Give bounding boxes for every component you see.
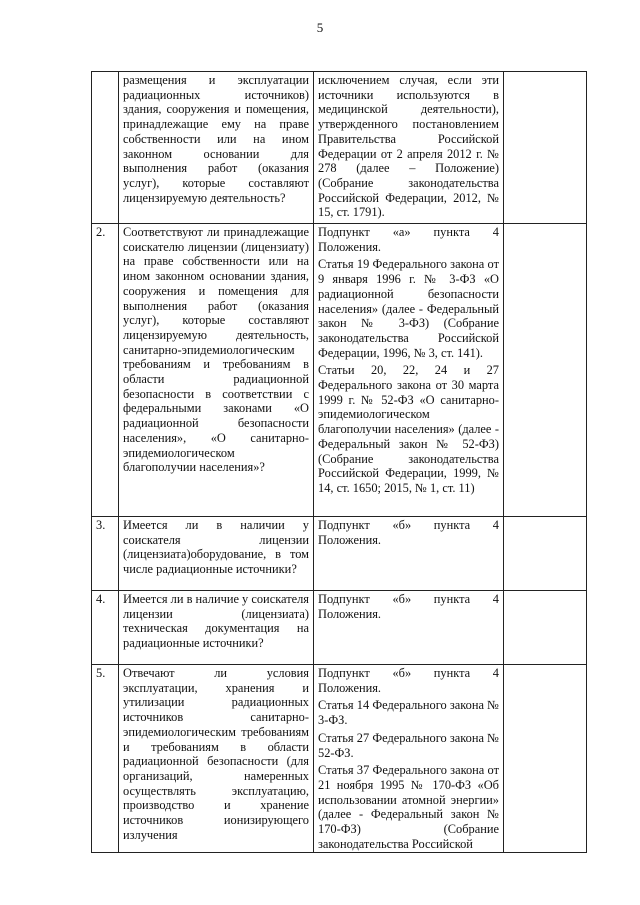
question-cell: Имеется ли в наличии у соискателя лицензии (лицензиата)оборудование, в том числе радиационные источники?: [119, 517, 314, 591]
page-number: 5: [316, 20, 324, 35]
table-row: [92, 591, 587, 665]
reference-cell: [314, 591, 504, 665]
empty-cell: [504, 591, 587, 665]
reference-text: исключением случая, если эти источники используются в медицинской деятельности), утвержденного постановлением Правительства Российской Федерации от 2 апреля 2012 г. № 278 (далее – Положение) (Собрание законодательства Российской Федерации, 2012, № 15, ст. 1791).: [318, 73, 499, 220]
reference-text: Подпункт «б» пункта 4 Положения.: [318, 666, 499, 695]
question-cell: Отвечают ли условия эксплуатации, хранения и утилизации радиационных источников санитарно-эпидемиологическим требованиям и требованиям в области радиационной безопасности (для организаций, намеренных осуществлять эксплуатацию, производство и хранение источников ионизирующего излучения: [119, 665, 314, 853]
question-cell: Имеется ли в наличие у соискателя лицензии (лицензиата) техническая документация на радиационные источники?: [119, 591, 314, 665]
question-cell: размещения и эксплуатации радиационных источников) здания, сооружения и помещения, принадлежащие ему на праве собственности или на ином законном основании для выполнения работ (оказания услуг), которые составляют лицензируемую деятельность?: [119, 72, 314, 224]
row-number: 5.: [92, 665, 119, 853]
reference-text: Статья 37 Федерального закона от 21 ноября 1995 № 170-ФЗ «Об использовании атомной энергии» (далее - Федеральный закон № 170-ФЗ) (Собрание законодательства Российской: [318, 763, 499, 851]
checklist-table: [91, 71, 587, 853]
reference-text: Статьи 20, 22, 24 и 27 Федерального закона от 30 марта 1999 г. № 52-ФЗ «О санитарно-эпидемиологическом благополучии населения» (далее - Федеральный закон № 52-ФЗ) (Собрание законодательства Российской Федерации, 1999, № 14, ст. 1650; 2015, № 1, ст. 11): [318, 363, 499, 495]
row-number: 2.: [92, 224, 119, 517]
reference-cell: [314, 665, 504, 853]
empty-cell: [504, 224, 587, 517]
reference-cell: [314, 517, 504, 591]
empty-cell: [504, 72, 587, 224]
reference-text: Статья 27 Федерального закона № 52-ФЗ.: [318, 730, 499, 760]
table-row: [92, 224, 587, 517]
row-number: 3.: [92, 517, 119, 591]
row-number: 4.: [92, 591, 119, 665]
table-row: [92, 665, 587, 853]
reference-text: Статья 14 Федерального закона № 3-ФЗ.: [318, 698, 499, 728]
reference-text: Подпункт «б» пункта 4 Положения.: [318, 518, 499, 547]
empty-cell: [504, 517, 587, 591]
reference-text: Статья 19 Федерального закона от 9 января 1996 г. № 3-ФЗ «О радиационной безопасности населения» (далее - Федеральный закон № 3-ФЗ) (Собрание законодательства Российской Федерации, 1996, № 3, ст. 141).: [318, 257, 499, 360]
question-cell: Соответствуют ли принадлежащие соискателю лицензии (лицензиату) на праве собственности или на ином законном основании здания, сооружения и помещения для выполнения работ (оказания услуг), которые составляют лицензируемую деятельность, санитарно-эпидемиологическим требованиям и требованиям в области радиационной безопасности в соответствии с федеральными законами «О радиационной безопасности населения», «О санитарно-эпидемиологическом благополучии населения»?: [119, 224, 314, 517]
reference-text: Подпункт «а» пункта 4 Положения.: [318, 225, 499, 254]
reference-cell: [314, 72, 504, 224]
empty-cell: [504, 665, 587, 853]
reference-cell: [314, 224, 504, 517]
row-number: [92, 72, 119, 224]
reference-text: Подпункт «б» пункта 4 Положения.: [318, 592, 499, 621]
table-row: [92, 72, 587, 224]
table-row: [92, 517, 587, 591]
